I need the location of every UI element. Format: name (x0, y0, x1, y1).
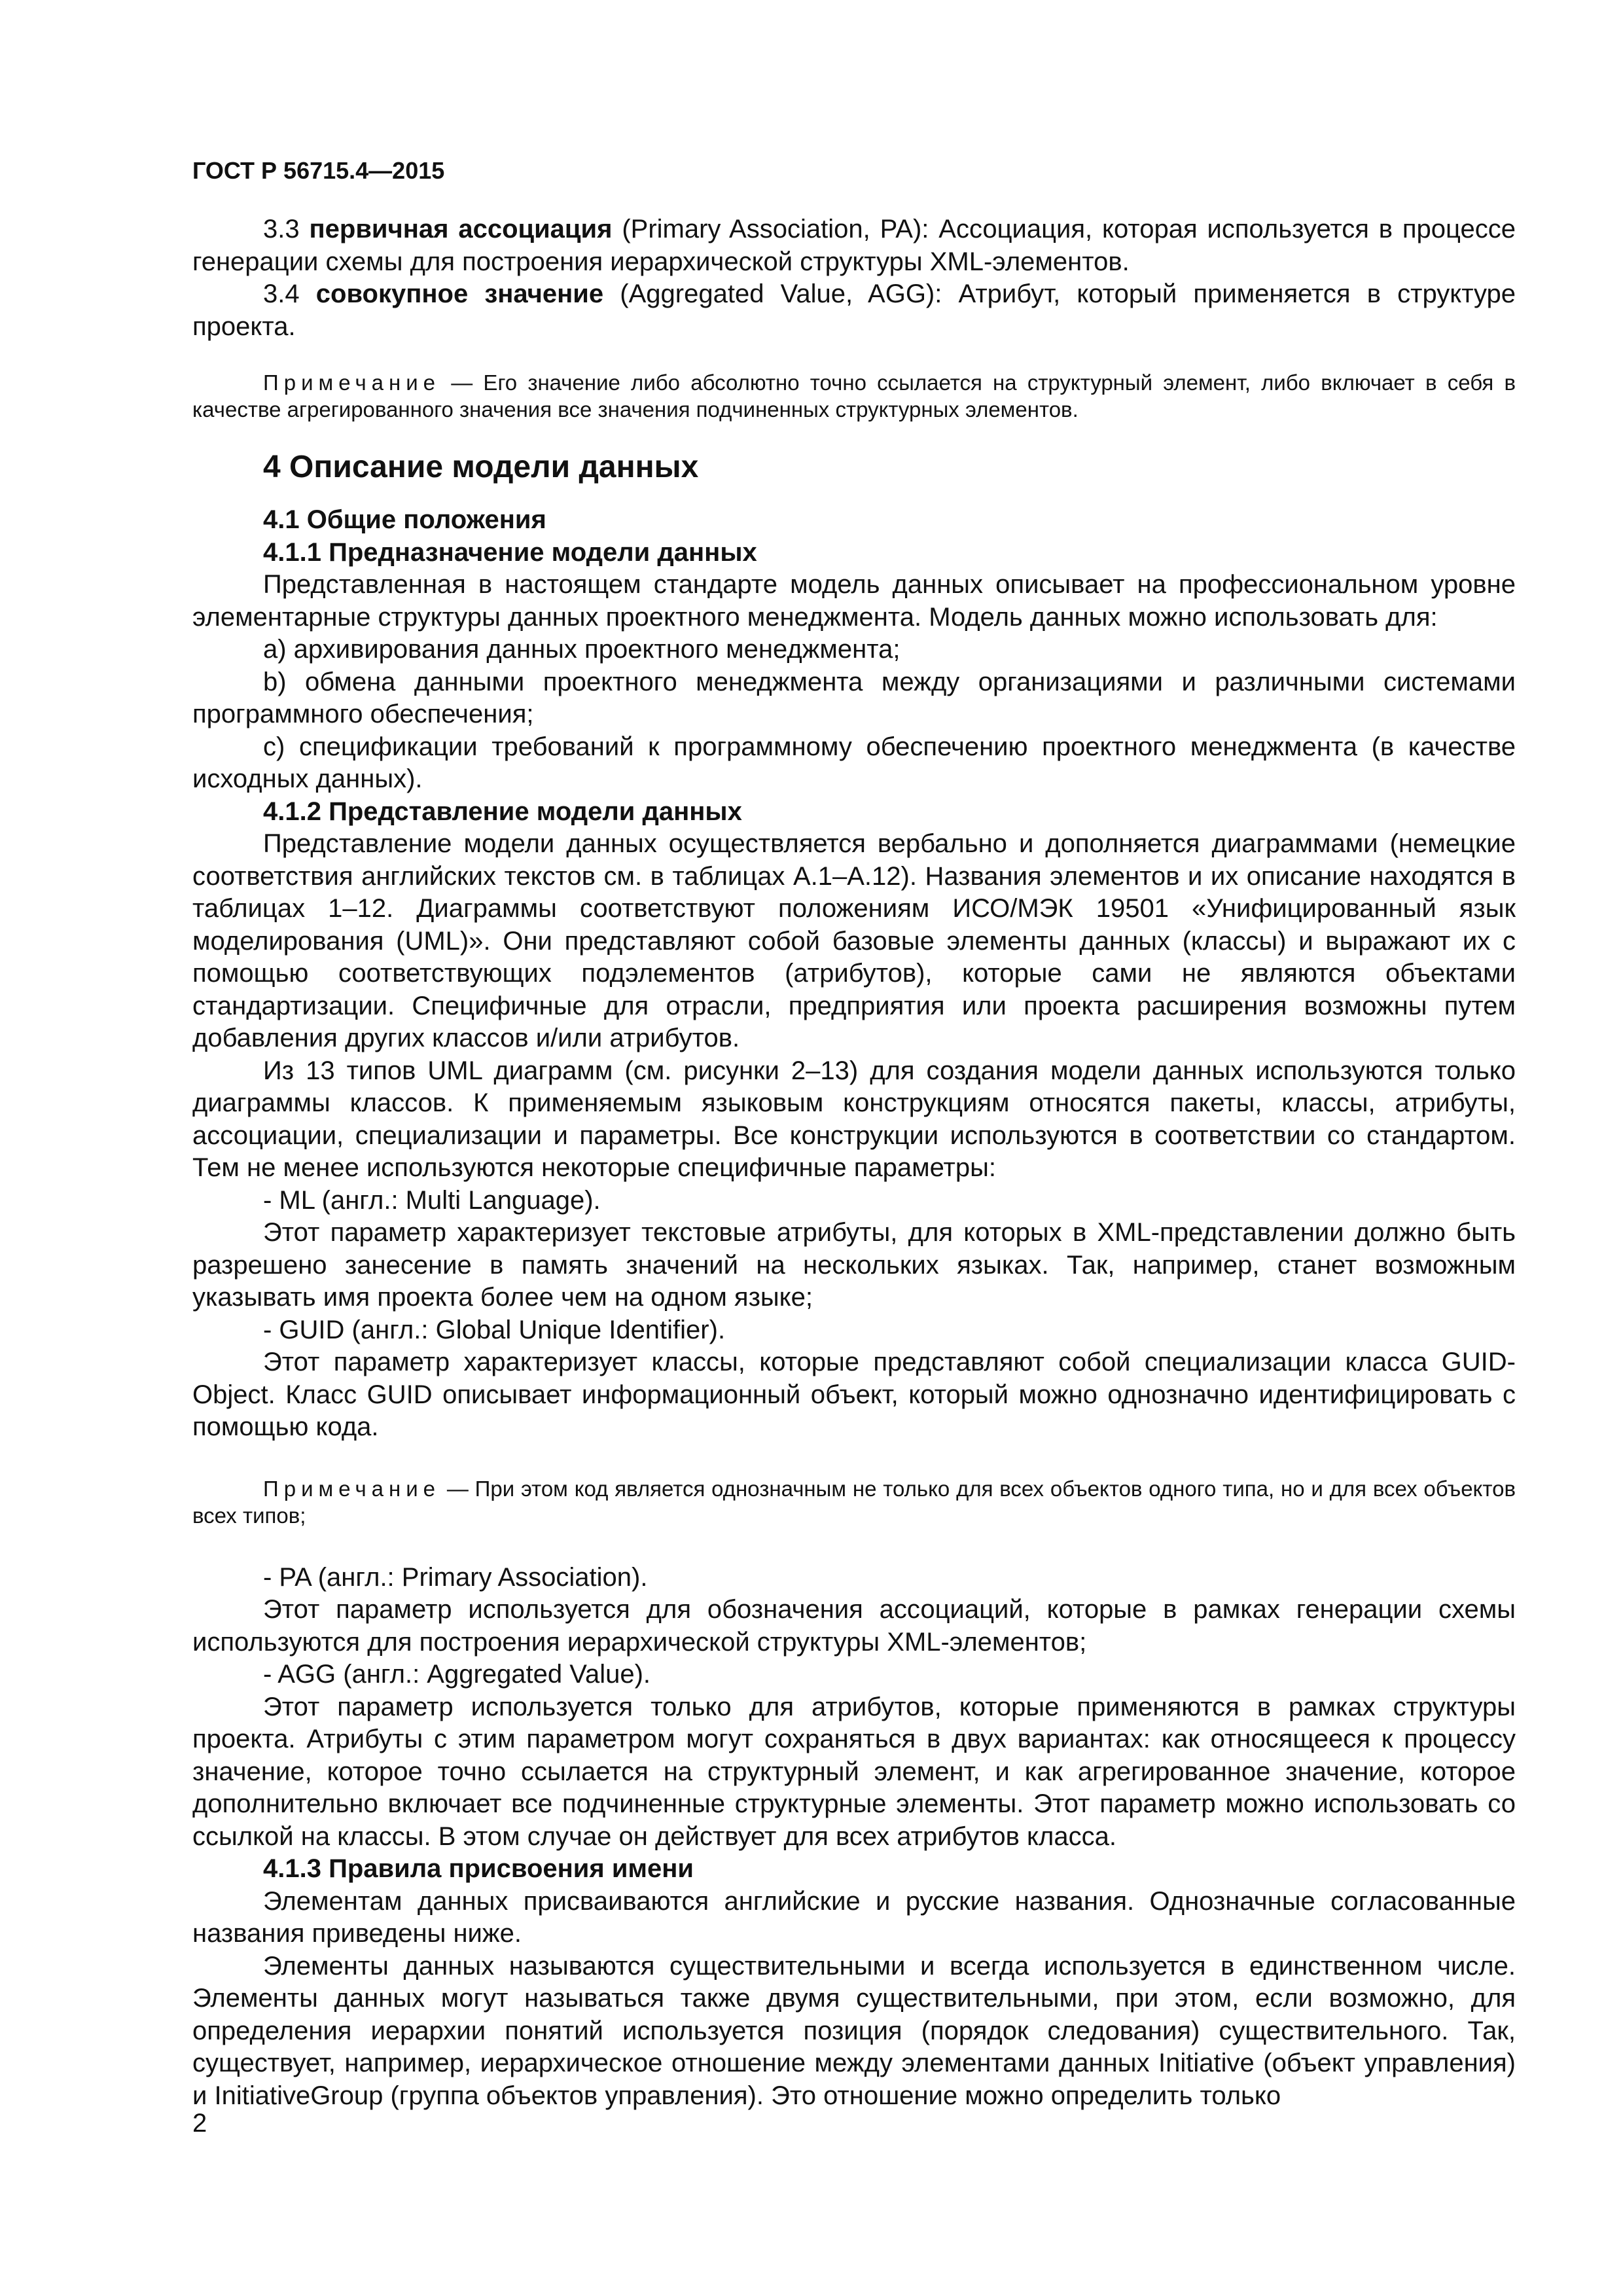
paragraph: Элементам данных присваиваются английские и русские названия. Однозначные согласованные названия приведены ниже. (192, 1886, 1516, 1948)
note-text: — Его значение либо абсолютно точно ссылается на структурный элемент, либо включает в себя в качестве агрегированного значения все значения подчиненных структурных элементов. (192, 370, 1516, 422)
paragraph: Элементы данных называются существительными и всегда используется в единственном числе. Элементы данных могут называться также двумя существительными, при этом, если возможно, для определения иерархии понятий используется позиция (порядок следования) существительного. Так, существует, например, иерархическое отношение между элементами данных Initiative (объект управления) и InitiativeGroup (группа объектов управления). Это отношение можно определить только (192, 1951, 1516, 2110)
note-paragraph (192, 369, 1516, 423)
section-4-1-2-heading: 4.1.2 Представление модели данных (263, 797, 742, 826)
list-item: - PA (англ.: Primary Association). (263, 1562, 648, 1592)
list-item: - GUID (англ.: Global Unique Identifier). (263, 1315, 726, 1344)
list-item: b) обмена данными проектного менеджмента между организациями и различными системами программного обеспечения; (192, 667, 1516, 728)
list-item: a) архивирования данных проектного менеджмента; (263, 635, 901, 664)
note-label: Примечание (263, 370, 441, 395)
note-paragraph (192, 1475, 1516, 1529)
paragraph: Представленная в настоящем стандарте модель данных описывает на профессиональном уровне элементарные структуры данных проектного менеджмента. Модель данных можно использовать для: (192, 570, 1516, 632)
term-name: первичная ассоциация (309, 215, 613, 243)
list-item: - AGG (англ.: Aggregated Value). (263, 1660, 651, 1689)
section-4-1-heading: 4.1 Общие положения (263, 505, 546, 534)
term-number: 3.3 (263, 215, 300, 243)
note-text: — При этом код является однозначным не только для всех объектов одного типа, но и для всех объектов всех типов; (192, 1476, 1516, 1528)
term-definition: (Aggregated Value, AGG): Атрибут, который применяется в структуре проекта. (192, 279, 1516, 341)
paragraph: Этот параметр используется только для атрибутов, которые применяются в рамках структуры проекта. Атрибуты с этим параметром могут сохраняться в двух вариантах: как относящееся к процессу значение, которое точно ссылается на структурный элемент, и как агрегированное значение, которое дополнительно включает все подчиненные структурные элементы. Этот параметр можно использовать со ссылкой на классы. В этом случае он действует для всех атрибутов класса. (192, 1692, 1516, 1851)
section-4-1-3-heading: 4.1.3 Правила присвоения имени (263, 1854, 694, 1883)
section-4-heading: 4 Описание модели данных (263, 450, 699, 484)
section-4-1-1-heading: 4.1.1 Предназначение модели данных (263, 537, 757, 567)
term-name: совокупное значение (315, 279, 604, 308)
term-definition: (Primary Association, PA): Ассоциация, которая используется в процессе генерации схемы для построения иерархической структуры XML-элементов. (192, 215, 1516, 276)
term-number: 3.4 (263, 279, 300, 308)
paragraph: Из 13 типов UML диаграмм (см. рисунки 2–13) для создания модели данных используются только диаграммы классов. К применяемым языковым конструкциям относятся пакеты, классы, атрибуты, ассоциации, специализации и параметры. Все конструкции используются в соответствии со стандартом. Тем не менее используются некоторые специфичные параметры: (192, 1056, 1516, 1182)
document-header: ГОСТ Р 56715.4—2015 (192, 157, 445, 184)
note-label: Примечание (263, 1476, 441, 1501)
paragraph: Представление модели данных осуществляется вербально и дополняется диаграммами (немецкие соответствия английских текстов см. в таблицах А.1–А.12). Названия элементов и их описание находятся в таблицах 1–12. Диаграммы соответствуют положениям ИСО/МЭК 19501 «Унифицированный язык моделирования (UML)». Они представляют собой базовые элементы данных (классы) и выражают их с помощью соответствующих подэлементов (атрибутов), которые сами не являются объектами стандартизации. Специфичные для отрасли, предприятия или проекта расширения возможны путем добавления других классов и/или атрибутов. (192, 829, 1516, 1052)
paragraph: Этот параметр характеризует текстовые атрибуты, для которых в XML-представлении должно быть разрешено занесение в память значений на нескольких языках. Так, например, станет возможным указывать имя проекта более чем на одном языке; (192, 1218, 1516, 1312)
list-item: - ML (англ.: Multi Language). (263, 1185, 601, 1215)
list-item: c) спецификации требований к программному обеспечению проектного менеджмента (в качестве исходных данных). (192, 732, 1516, 793)
term-3-4 (192, 278, 1516, 343)
page-number: 2 (192, 2109, 207, 2138)
term-3-3 (192, 213, 1516, 278)
page-body (192, 213, 1516, 2112)
paragraph: Этот параметр используется для обозначения ассоциаций, которые в рамках генерации схемы используются для построения иерархической структуры XML-элементов; (192, 1595, 1516, 1657)
paragraph: Этот параметр характеризует классы, которые представляют собой специализации класса GUID-Object. Класс GUID описывает информационный объект, который можно однозначно идентифицировать с помощью кода. (192, 1348, 1516, 1441)
